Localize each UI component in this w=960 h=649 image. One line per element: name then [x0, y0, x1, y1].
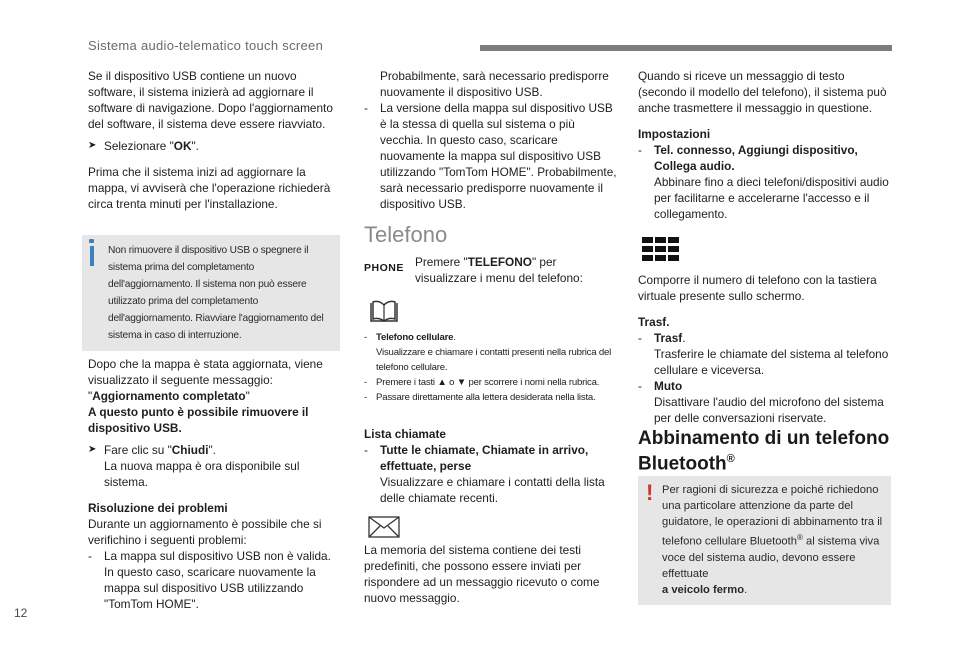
phone-intro: Premere "TELEFONO" per visualizzare i menu del telefono: — [415, 255, 583, 285]
envelope-icon — [368, 516, 400, 538]
list-item: - Premere i tasti ▲ o ▼ per scorrere i nomi nella rubrica. — [364, 377, 600, 388]
troubleshooting-intro: Durante un aggiornamento è possibile che si verifichino i seguenti problemi: — [88, 517, 322, 547]
list-item: - Passare direttamente alla lettera desiderata nella lista. — [364, 392, 596, 403]
up-arrow-icon: ▲ — [437, 377, 447, 388]
problem-item: - La versione della mappa sul dispositivo USB è la stessa di quella sul sistema o più vecchia. In questo caso, scaricare nuovamente la mappa sul dispositivo USB utilizzando "TomTom HOME". Probabilmente, sarà necessario predisporre nuovamente il dispositivo USB. — [364, 101, 617, 211]
header-title: Sistema audio-telematico touch screen — [88, 38, 324, 53]
troubleshooting-heading: Risoluzione dei problemi — [88, 501, 228, 515]
arrow-bullet-icon: ➤ — [88, 140, 97, 151]
list-item: - Tel. connesso, Aggiungi dispositivo, Collega audio. Abbinare fino a dieci telefoni/dispositivi audio per facilitarne e accelerarne l'accesso e il collegamento. — [638, 143, 889, 221]
transfer-heading: Trasf. — [638, 315, 670, 329]
warning-box — [638, 476, 891, 605]
keypad-section — [638, 272, 892, 304]
info-text: Non rimuovere il dispositivo USB o spegnere il sistema prima del completamento dell'aggiornamento. Il sistema non può essere utilizzato prima del completamento dell'aggiornamento. Riavviare l'aggiornamento del sistema in caso di interruzione. — [108, 245, 324, 341]
list-item: - Tutte le chiamate, Chiamate in arrivo, effettuate, perse Visualizzare e chiamare i contatti della lista delle chiamate recenti. — [364, 443, 605, 505]
arrow-bullet-icon: ➤ — [88, 444, 97, 455]
select-ok-step: ➤ Selezionare "OK". — [88, 139, 199, 153]
mobile-phone-label: Telefono cellulare — [376, 332, 454, 343]
completion-message-intro: Dopo che la mappa è stata aggiornata, viene visualizzato il seguente messaggio: — [88, 357, 323, 387]
problem-continued: Probabilmente, sarà necessario predisporre nuovamente il dispositivo USB. — [380, 69, 609, 99]
header-divider — [480, 45, 892, 51]
ok-label: OK — [173, 139, 192, 153]
list-item: - Trasf. Trasferire le chiamate del sistema al telefono cellulare e viceversa. — [638, 331, 889, 377]
map-update-paragraph: Prima che il sistema inizi ad aggiornare la mappa, vi avviserà che l'operazione richiederà circa trenta minuti per l'installazione. — [88, 165, 331, 211]
info-icon-dot — [89, 239, 94, 243]
settings-options-label: Tel. connesso, Aggiungi dispositivo, Collega audio. — [654, 143, 858, 173]
close-label: Chiudi — [171, 443, 209, 457]
click-close-step: ➤ Fare clic su "Chiudi". — [88, 443, 216, 457]
transfer-section — [638, 314, 892, 426]
warning-icon: ! — [646, 480, 654, 505]
list-item: - Muto Disattivare l'audio del microfono del sistema per delle conversazioni riservate. — [638, 379, 884, 425]
column-1-lower: Dopo che la mappa è stata aggiornata, viene visualizzato il seguente messaggio: "Aggiornamento completato" A questo punto è possibile rimuovere il dispositivo USB. ➤ Fare clic su "Chiudi". La nuova mappa è ora disponibile sul sistema. Risoluzione dei problemi Durante un aggiornamento è possibile che si verifichino i seguenti problemi: - La mappa sul dispositivo USB non è valida. In questo caso, scaricare nuovamente la mappa sul dispositivo USB utilizzando "TomTom HOME". — [88, 356, 342, 612]
section-title-telefono: Telefono — [364, 222, 448, 247]
message-paragraph: Quando si riceve un messaggio di testo (secondo il modello del telefono), il sistema può anche trasmettere il messaggio in questione. — [638, 69, 887, 115]
column-1 — [88, 68, 342, 212]
contacts-book-icon — [368, 297, 400, 323]
column-3 — [638, 68, 892, 222]
phone-submenu — [364, 330, 620, 405]
messages-section — [364, 542, 620, 606]
mute-label: Muto — [654, 379, 683, 393]
page-number: 12 — [14, 606, 28, 620]
column-2 — [364, 68, 620, 212]
new-map-available: La nuova mappa è ora disponibile sul sistema. — [104, 459, 300, 489]
settings-heading: Impostazioni — [638, 127, 711, 141]
keypad-icon — [642, 237, 680, 261]
usb-update-paragraph: Se il dispositivo USB contiene un nuovo software, il sistema inizierà ad aggiornare il software di navigazione. Dopo l'aggiornamento del software, il sistema deve essere riavviato. — [88, 69, 333, 131]
problem-item: - La mappa sul dispositivo USB non è valida. In questo caso, scaricare nuovamente la mappa sul dispositivo USB utilizzando "TomTom HOME". — [88, 549, 331, 611]
call-list-heading: Lista chiamate — [364, 427, 446, 441]
bluetooth-pairing-title: Abbinamento di un telefono Bluetooth® — [638, 428, 890, 475]
call-list-section — [364, 426, 620, 506]
call-filters-label: Tutte le chiamate, Chiamate in arrivo, effettuate, perse — [380, 443, 589, 473]
warning-text: Per ragioni di sicurezza e poiché richiedono una particolare attenzione da parte del guidatore, le operazioni di abbinamento tra il telefono cellulare Bluetooth® al sistema viva voce del sistema audio, devono essere effettuate a veicolo fermo. — [662, 484, 883, 596]
transfer-label: Trasf — [654, 331, 683, 345]
info-icon — [90, 246, 94, 266]
info-box — [82, 235, 340, 351]
remove-usb-message: A questo punto è possibile rimuovere il dispositivo USB. — [88, 405, 309, 435]
phone-button-icon: PHONE — [364, 262, 404, 274]
list-item: - Telefono cellulare. Visualizzare e chiamare i contatti presenti nella rubrica del telefono cellulare. — [364, 332, 612, 373]
predefined-messages-paragraph: La memoria del sistema contiene dei testi predefiniti, che possono essere inviati per rispondere ad un messaggio ricevuto o come nuovo messaggio. — [364, 543, 600, 605]
telefono-label: TELEFONO — [467, 255, 532, 269]
keypad-paragraph: Comporre il numero di telefono con la tastiera virtuale presente sullo schermo. — [638, 273, 877, 303]
completion-message: Aggiornamento completato — [92, 389, 246, 403]
down-arrow-icon: ▼ — [456, 377, 466, 388]
